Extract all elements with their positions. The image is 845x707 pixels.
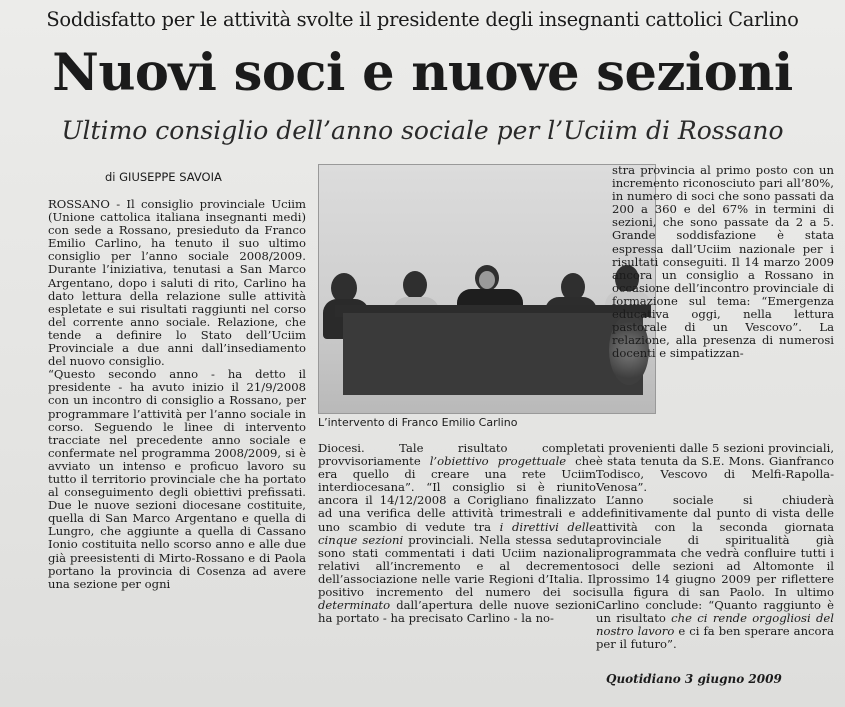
paragraph: ti provenienti dalle 5 sezioni provinciali, è stata tenuta da S.E. Mons. Gianfranco Todisco, Vescovo di Melfi-Rapolla-Venosa”. [596, 441, 834, 495]
paragraph [318, 442, 596, 625]
photo-caption: L’intervento di Franco Emilio Carlino [318, 416, 518, 429]
italic-text: i direttivi delle cinque sezioni [318, 519, 596, 547]
paragraph: “Questo secondo anno - ha detto il presidente - ha avuto inizio il 21/9/2008 con un incontro di consiglio a Rossano, per programmare l’attività per l’anno sociale in corso. Seguendo le linee di intervento tracciate nel precedente anno sociale e confermate nel programma 2008/2009, si è avviato un intenso e proficuo lavoro su tutto il territorio provinciale che ha portato al conseguimento degli obiettivi prefissati. Due le nuove sezioni diocesane costituite, quella di San Marco Argentano e quella di Lungro, che aggiunte a quella di Cassano Ionio costituita nello scorso anno e alle due già preesistenti di Mirto-Rossano e di Paola portano la provincia di Cosenza ad avere una sezione per ogni [48, 367, 306, 591]
source-note: Quotidiano 3 giugno 2009 [606, 672, 782, 686]
person-figure [479, 271, 495, 289]
article-column-1 [48, 198, 306, 591]
text-run: provinciali. Nella stessa seduta sono stati commentati i dati Uciim nazionali relativi all’incremento e al decremento dell’associazione nelle varie Regioni d’Italia. Il positivo incremento del numero dei soci [318, 532, 597, 600]
article-column-3-continued [596, 442, 834, 652]
person-figure [403, 271, 427, 299]
subheadline: Ultimo consiglio dell’anno sociale per l’Uciim di Rossano [61, 116, 784, 145]
kicker: Soddisfatto per le attività svolte il presidente degli insegnanti cattolici Carlino [46, 8, 799, 31]
table [343, 313, 643, 395]
italic-text: l’obiettivo progettuale [429, 454, 567, 469]
text-run: dall’apertura delle nuove sezioni ha portato - ha precisato Carlino - la no- [318, 598, 596, 626]
paragraph: ROSSANO - Il consiglio provinciale Uciim (Unione cattolica italiana insegnanti medi) con sede a Rossano, presieduto da Franco Emilio Carlino, ha tenuto il suo ultimo consiglio per l’anno sociale 2008/2009. Durante l’iniziativa, tenutasi a San Marco Argentano, dopo i saluti di rito, Carlino ha dato lettura della relazione sulle attività espletate e sui risultati raggiunti nel corso del corrente anno sociale. Relazione, che tende a definire lo Stato dell’Uciim Provinciale a due anni dall’insediamento del nuovo consiglio. [48, 197, 306, 369]
text-run: e ci fa ben sperare ancora per il futuro”. [596, 624, 834, 652]
article-column-2 [318, 442, 596, 625]
text-run: Diocesi. Tale risultato completa provvisoriamente [318, 441, 596, 469]
paragraph [596, 494, 834, 651]
paragraph: stra provincia al primo posto con un incremento riconosciuto pari all’80%, in numero di soci che sono passati da 200 a 360 e del 67% in termini di sezioni, che sono passate da 2 a 5. Grande soddisfazione è stata espressa dall’Uciim nazionale per i risultati conseguiti. Il 14 marzo 2009 ancora un consiglio a Rossano in occasione dell’incontro provinciale di formazione sul tema: “Emergenza educativa oggi, nella lettura pastorale di un Vescovo”. La relazione, alla presenza di numerosi docenti e simpatizzan- [612, 163, 834, 361]
article-column-3 [612, 164, 834, 360]
text-run: che era quello di creare una rete Uciim interdiocesana”. “Il consiglio si è riunito ancora il 14/12/2008 a Corigliano finalizzato ad una verifica delle attività trimestrali e ad uno scambio di vedute tra [318, 454, 596, 534]
text-run: L’anno sociale si chiuderà definitivamente dal punto di vista delle attività con la seconda giornata provinciale di spiritualità già programmata che vedrà confluire tutti i soci delle sezioni ad Altomonte il prossimo 14 giugno 2009 per riflettere sulla figura di san Paolo. In ultimo Carlino conclude: “Quanto raggiunto è un risultato [596, 493, 834, 626]
photo [318, 164, 656, 414]
headline: Nuovi soci e nuove sezioni [52, 43, 793, 103]
byline: di GIUSEPPE SAVOIA [105, 170, 222, 184]
italic-text: determinato [318, 598, 391, 613]
italic-text: che ci rende orgogliosi del nostro lavoro [596, 611, 834, 639]
